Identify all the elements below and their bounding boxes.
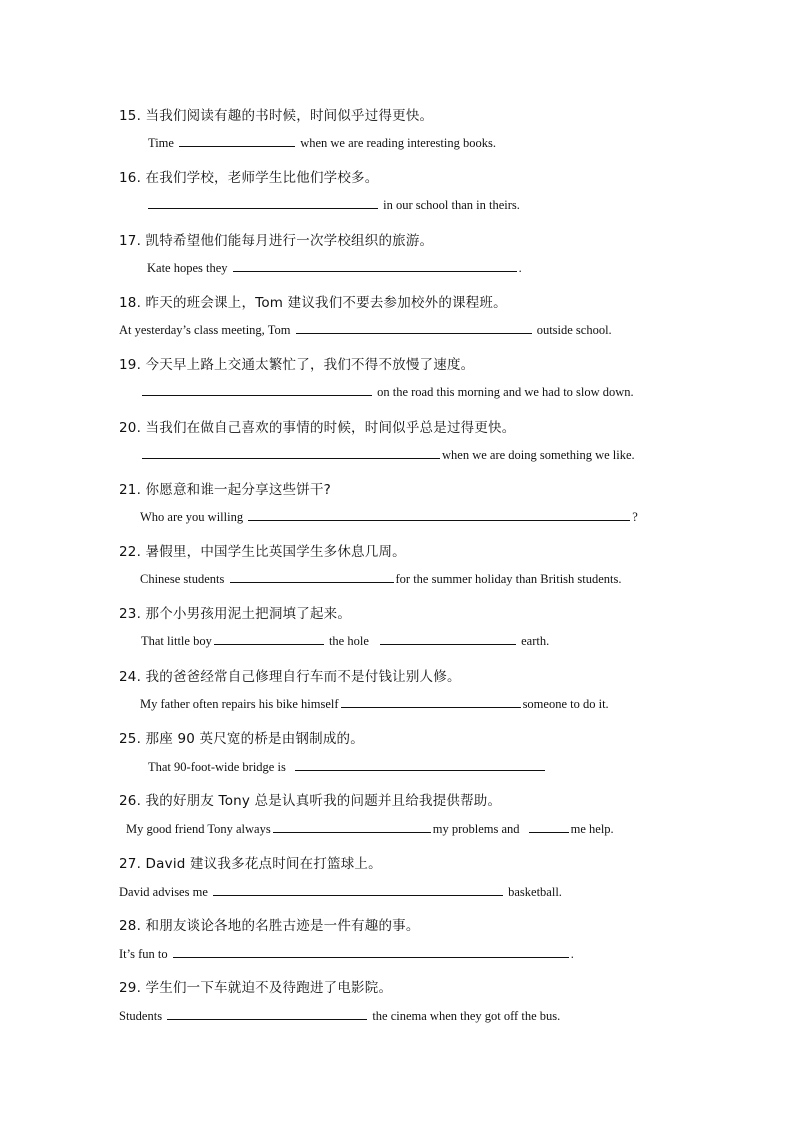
answer-blank[interactable]: [142, 384, 372, 396]
sentence-text: my problems and: [432, 822, 520, 836]
question-24-chinese: 24. 我的爸爸经常自己修理自行车而不是付钱让别人修。: [119, 669, 461, 685]
sentence-text: basketball.: [508, 885, 562, 899]
sentence-text: Who are you willing: [140, 510, 244, 524]
question-21-english: [140, 509, 638, 525]
sentence-text: Time: [148, 136, 174, 150]
question-18-english: [119, 322, 612, 338]
sentence-text: My father often repairs his bike himself: [140, 697, 339, 711]
answer-blank[interactable]: [179, 135, 295, 147]
question-25-chinese: 25. 那座 90 英尺宽的桥是由钢制成的。: [119, 731, 364, 747]
sentence-text: me help.: [570, 822, 614, 836]
sentence-text: when we are doing something we like.: [442, 448, 635, 462]
question-16-chinese: 16. 在我们学校，老师学生比他们学校多。: [119, 170, 379, 186]
sentence-text: the cinema when they got off the bus.: [372, 1009, 561, 1023]
question-27-english: [119, 884, 562, 900]
question-25-english: [148, 759, 547, 775]
answer-blank[interactable]: [142, 447, 440, 459]
question-29-english: [119, 1008, 560, 1024]
sentence-text: Chinese students: [140, 572, 225, 586]
sentence-text: David advises me: [119, 885, 208, 899]
answer-blank[interactable]: [233, 260, 517, 272]
question-29-chinese: 29. 学生们一下车就迫不及待跑进了电影院。: [119, 980, 393, 996]
answer-blank[interactable]: [380, 633, 516, 645]
question-17-english: [147, 260, 522, 276]
question-17-chinese: 17. 凯特希望他们能每月进行一次学校组织的旅游。: [119, 233, 434, 249]
question-16-english: [146, 197, 520, 213]
sentence-text: when we are reading interesting books.: [300, 136, 496, 150]
question-23-chinese: 23. 那个小男孩用泥土把洞填了起来。: [119, 606, 352, 622]
question-15-chinese: 15. 当我们阅读有趣的书时候，时间似乎过得更快。: [119, 108, 434, 124]
question-18-chinese: 18. 昨天的班会课上，Tom 建议我们不要去参加校外的课程班。: [119, 295, 507, 311]
sentence-text: for the summer holiday than British students.: [395, 572, 622, 586]
answer-blank[interactable]: [213, 884, 503, 896]
sentence-text: the hole: [328, 634, 369, 648]
answer-blank[interactable]: [214, 633, 324, 645]
sentence-text: At yesterday’s class meeting, Tom: [119, 323, 291, 337]
sentence-text: ?: [632, 510, 638, 524]
sentence-text: That 90-foot-wide bridge is: [148, 760, 286, 774]
sentence-text: on the road this morning and we had to slow down.: [377, 385, 634, 399]
answer-blank[interactable]: [273, 821, 431, 833]
sentence-text: outside school.: [536, 323, 612, 337]
sentence-text: someone to do it.: [522, 697, 609, 711]
sentence-text: earth.: [521, 634, 550, 648]
question-28-chinese: 28. 和朋友谈论各地的名胜古迹是一件有趣的事。: [119, 918, 420, 934]
question-20-chinese: 20. 当我们在做自己喜欢的事情的时候，时间似乎总是过得更快。: [119, 420, 516, 436]
answer-blank[interactable]: [167, 1008, 367, 1020]
sentence-text: My good friend Tony always: [126, 822, 271, 836]
sentence-text: It’s fun to: [119, 947, 168, 961]
question-19-chinese: 19. 今天早上路上交通太繁忙了，我们不得不放慢了速度。: [119, 357, 475, 373]
question-27-chinese: 27. David 建议我多花点时间在打篮球上。: [119, 856, 382, 872]
sentence-text: .: [570, 947, 574, 961]
answer-blank[interactable]: [295, 759, 545, 771]
sentence-text: That little boy: [141, 634, 212, 648]
sentence-text: in our school than in theirs.: [383, 198, 520, 212]
answer-blank[interactable]: [173, 946, 569, 958]
question-22-english: [140, 571, 622, 587]
question-22-chinese: 22. 暑假里，中国学生比英国学生多休息几周。: [119, 544, 406, 560]
question-24-english: [140, 696, 609, 712]
question-20-english: [140, 447, 635, 463]
answer-blank[interactable]: [148, 197, 378, 209]
sentence-text: Kate hopes they: [147, 261, 228, 275]
answer-blank[interactable]: [341, 696, 521, 708]
sentence-text: .: [518, 261, 522, 275]
question-26-chinese: 26. 我的好朋友 Tony 总是认真听我的问题并且给我提供帮助。: [119, 793, 502, 809]
answer-blank[interactable]: [248, 509, 630, 521]
answer-blank[interactable]: [230, 571, 394, 583]
question-28-english: [119, 946, 574, 962]
question-21-chinese: 21. 你愿意和谁一起分享这些饼干?: [119, 482, 332, 498]
question-23-english: [141, 633, 549, 649]
sentence-text: Students: [119, 1009, 163, 1023]
answer-blank[interactable]: [529, 821, 569, 833]
question-19-english: [140, 384, 634, 400]
question-15-english: [148, 135, 496, 151]
question-26-english: [126, 821, 614, 837]
answer-blank[interactable]: [296, 322, 532, 334]
